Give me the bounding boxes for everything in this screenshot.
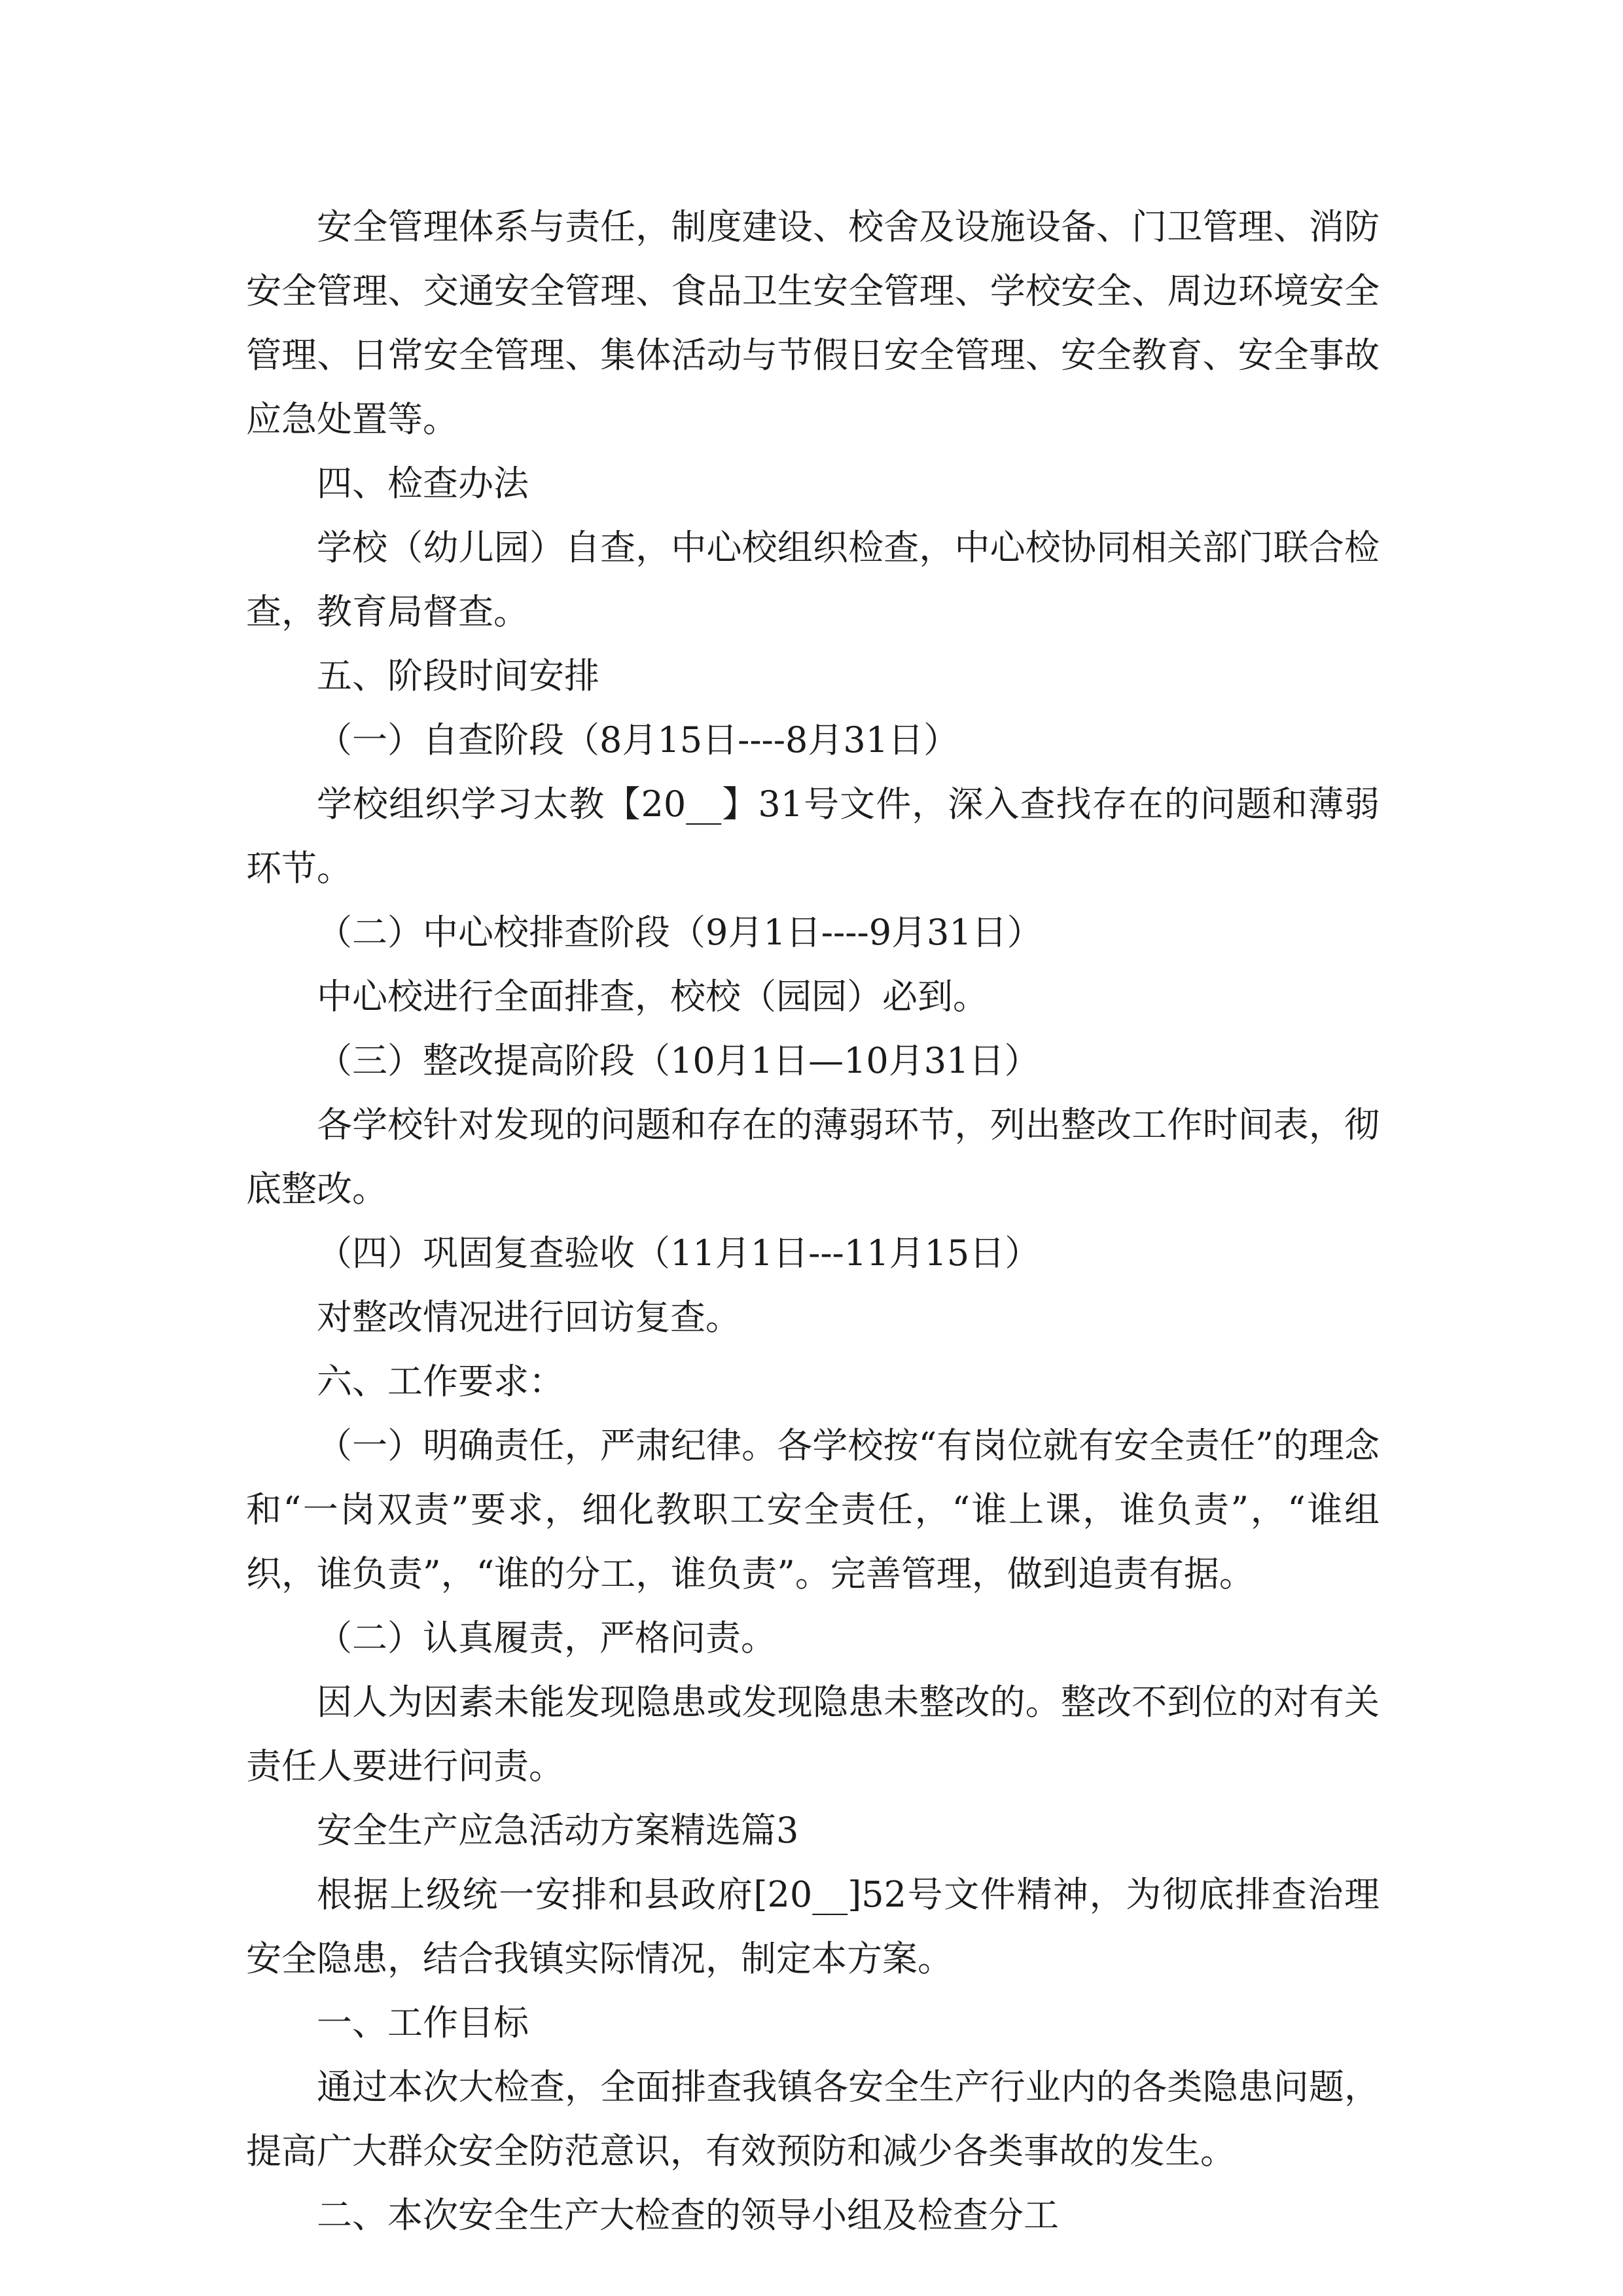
paragraph-work-goal: 通过本次大检查，全面排查我镇各安全生产行业内的各类隐患问题，提高广大群众安全防范意识，有效预防和减少各类事故的发生。: [246, 2066, 1380, 2172]
heading-inspection-method: 四、检查办法: [317, 463, 529, 504]
subheading-self-check: （一）自查阶段（8月15日----8月31日）: [317, 719, 959, 761]
paragraph-basis: 根据上级统一安排和县政府[20__]52号文件精神，为彻底排查治理安全隐患，结合我镇实际情况，制定本方案。: [246, 1874, 1380, 1979]
document-body: [246, 195, 1380, 2248]
section-title-part3: 安全生产应急活动方案精选篇3: [317, 1810, 799, 1851]
subheading-rectification: （三）整改提高阶段（10月1日—10月31日）: [317, 1040, 1040, 1081]
subheading-center-check: （二）中心校排查阶段（9月1日----9月31日）: [317, 912, 1043, 953]
subheading-accountability: （二）认真履责，严格问责。: [317, 1617, 776, 1659]
heading-work-goal: 一、工作目标: [317, 2002, 529, 2043]
subheading-review: （四）巩固复查验收（11月1日---11月15日）: [317, 1232, 1041, 1274]
paragraph-center-check: 中心校进行全面排查，校校（园园）必到。: [317, 976, 988, 1017]
paragraph-accountability: 因人为因素未能发现隐患或发现隐患未整改的。整改不到位的对有关责任人要进行问责。: [246, 1681, 1380, 1787]
paragraph-inspection-method: 学校（幼儿园）自查，中心校组织检查，中心校协同相关部门联合检查，教育局督查。: [246, 527, 1380, 632]
heading-requirements: 六、工作要求：: [317, 1361, 564, 1402]
paragraph-rectification: 各学校针对发现的问题和存在的薄弱环节，列出整改工作时间表，彻底整改。: [246, 1104, 1380, 1210]
paragraph-self-check: 学校组织学习太教【20__】31号文件，深入查找存在的问题和薄弱环节。: [246, 783, 1380, 889]
paragraph-responsibility: （一）明确责任，严肃纪律。各学校按“有岗位就有安全责任”的理念和“一岗双责”要求，细化教职工安全责任，“谁上课，谁负责”，“谁组织，谁负责”，“谁的分工，谁负责”。完善管理，做到追责有据。: [246, 1425, 1380, 1594]
heading-leadership-group: 二、本次安全生产大检查的领导小组及检查分工: [317, 2195, 1059, 2236]
paragraph-review: 对整改情况进行回访复查。: [317, 1297, 741, 1338]
paragraph-scope: 安全管理体系与责任，制度建设、校舍及设施设备、门卫管理、消防安全管理、交通安全管理、食品卫生安全管理、学校安全、周边环境安全管理、日常安全管理、集体活动与节假日安全管理、安全教育、安全事故应急处置等。: [246, 206, 1380, 440]
heading-schedule: 五、阶段时间安排: [317, 655, 599, 696]
